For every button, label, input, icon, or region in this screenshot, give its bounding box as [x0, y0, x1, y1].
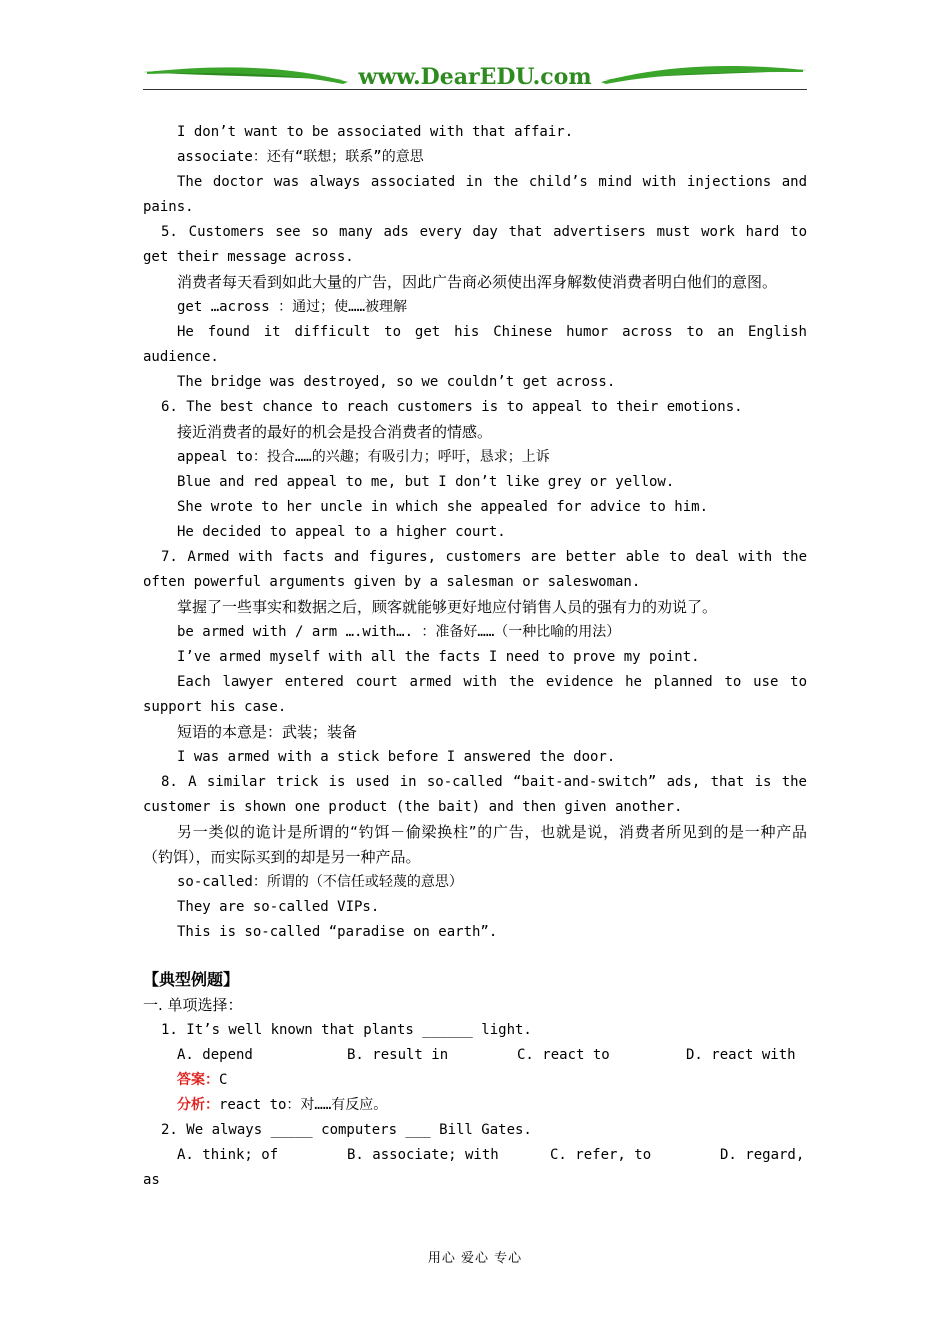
text-line: be armed with / arm ….with…. ：准备好……（一种比喻的用法） — [177, 624, 621, 640]
site-logo[interactable]: www.DearEDU.com — [358, 64, 592, 90]
option-b: B. associate; with — [347, 1147, 499, 1163]
text-line: He found it difficult to get his Chinese humor across to an English audience. — [143, 324, 807, 365]
option-a: A. think; of — [177, 1147, 279, 1163]
text-line: 6. The best chance to reach customers is to appeal to their emotions. — [161, 399, 743, 415]
text-line: Blue and red appeal to me, but I don’t like grey or yellow. — [177, 474, 675, 490]
question-1-options — [143, 1043, 807, 1068]
text-line: This is so-called “paradise on earth”. — [177, 924, 498, 940]
text-line: The doctor was always associated in the child’s mind with injections and pains. — [143, 174, 807, 215]
text-line: so-called：所谓的（不信任或轻蔑的意思） — [177, 874, 463, 890]
text-line: The bridge was destroyed, so we couldn’t get across. — [177, 374, 616, 390]
text-line: 接近消费者的最好的机会是投合消费者的情感。 — [177, 423, 493, 441]
text-line: I’ve armed myself with all the facts I need to prove my point. — [177, 649, 700, 665]
option-c: C. react to — [517, 1047, 610, 1063]
text-line: He decided to appeal to a higher court. — [177, 524, 506, 540]
text-line: appeal to：投合……的兴趣；有吸引力；呼吁，恳求；上诉 — [177, 449, 550, 465]
text-line: 8. A similar trick is used in so-called “bait-and-switch” ads, that is the customer is shown one product (the bait) and then given another. — [143, 774, 807, 815]
text-line: I was armed with a stick before I answered the door. — [177, 749, 616, 765]
text-line: They are so-called VIPs. — [177, 899, 380, 915]
lesson-notes — [143, 120, 807, 945]
text-line: I don’t want to be associated with that affair. — [177, 124, 574, 140]
question-1-answer — [143, 1068, 807, 1093]
section-title: 【典型例题】 — [143, 970, 240, 989]
header-rule — [143, 89, 807, 90]
answer-label: 答案： — [177, 1072, 219, 1088]
option-b: B. result in — [347, 1047, 449, 1063]
question-1-analysis — [143, 1093, 807, 1118]
page-footer: 用心 爱心 专心 — [427, 1251, 523, 1266]
text-line: get …across ：通过；使……被理解 — [177, 299, 408, 315]
part-title: 一. 单项选择： — [143, 996, 243, 1014]
text-line: 7. Armed with facts and figures, customers are better able to deal with the often powerful arguments given by a salesman or saleswoman. — [143, 549, 807, 590]
document-body — [143, 120, 807, 1193]
option-c: C. refer, to — [550, 1147, 652, 1163]
question-2-options — [143, 1143, 807, 1168]
text-line: 另一类似的诡计是所谓的“钓饵－偷梁换柱”的广告，也就是说，消费者所见到的是一种产品（钓饵），而实际买到的却是另一种产品。 — [143, 823, 807, 866]
analysis-text: react to：对……有反应。 — [219, 1097, 388, 1113]
option-d: D. regard, — [720, 1147, 805, 1163]
option-a: A. depend — [177, 1047, 253, 1063]
question-2-wrap: as — [143, 1172, 160, 1188]
text-line: associate：还有“联想；联系”的意思 — [177, 149, 424, 165]
text-line: 消费者每天看到如此大量的广告，因此广告商必须使出浑身解数使消费者明白他们的意图。 — [177, 273, 778, 291]
text-line: 5. Customers see so many ads every day that advertisers must work hard to get their message across. — [143, 224, 807, 265]
text-line: She wrote to her uncle in which she appealed for advice to him. — [177, 499, 709, 515]
answer-value: C — [219, 1072, 228, 1088]
question-2-stem: 2. We always _____ computers ___ Bill Gates. — [161, 1122, 532, 1138]
text-line: 掌握了一些事实和数据之后，顾客就能够更好地应付销售人员的强有力的劝说了。 — [177, 598, 718, 616]
page-header — [143, 62, 807, 92]
analysis-label: 分析： — [177, 1097, 219, 1113]
text-line: Each lawyer entered court armed with the evidence he planned to use to support his case. — [143, 674, 807, 715]
option-d: D. react with — [686, 1047, 796, 1063]
text-line: 短语的本意是：武装；装备 — [177, 723, 358, 741]
question-1-stem: 1. It’s well known that plants ______ light. — [161, 1022, 532, 1038]
